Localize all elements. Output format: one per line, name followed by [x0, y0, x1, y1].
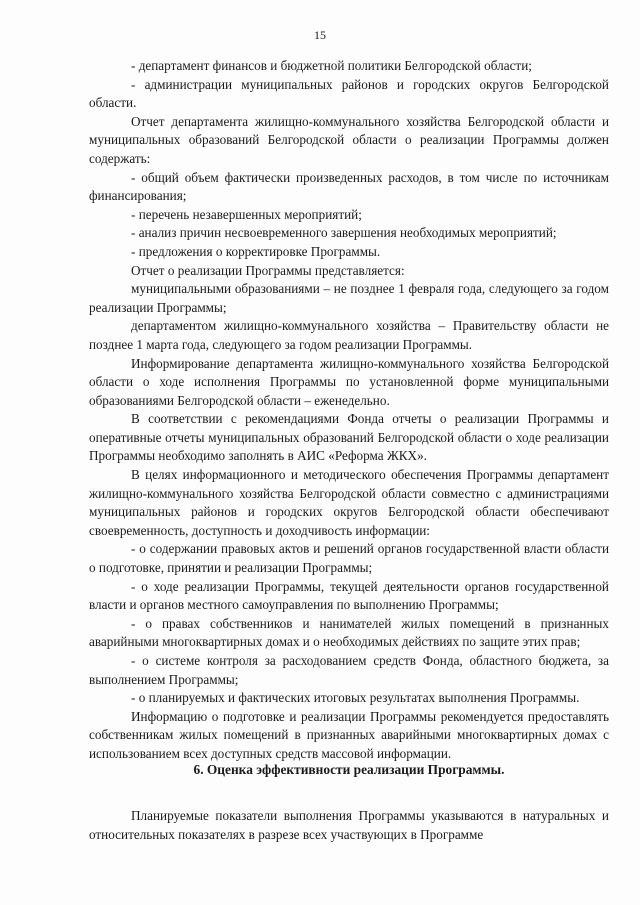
paragraph: В целях информационного и методического обеспечения Программы департамент жилищно-коммунального хозяйства Белгородской области совместно с администрациями муниципальных районов и городских округов Белгородской области обеспечивают своевременность, доступность и доходчивость информации:	[89, 467, 609, 538]
paragraph: муниципальными образованиями – не позднее 1 февраля года, следующего за годом реализации Программы;	[89, 281, 609, 315]
paragraph: Информацию о подготовке и реализации Программы рекомендуется предоставлять собственникам жилых помещений в признанных аварийными многоквартирных домах с использованием всех доступных средств массовой информации.	[89, 708, 609, 761]
paragraph: - о правах собственников и нанимателей жилых помещений в признанных аварийными многоквартирных домах и о необходимых действиях по защите этих прав;	[89, 615, 609, 650]
paragraph: - общий объем фактически произведенных расходов, в том числе по источникам финансирования;	[89, 169, 609, 204]
paragraph: Планируемые показатели выполнения Программы указываются в натуральных и относительных показателях в разрезе всех участвующих в Программе	[89, 808, 609, 842]
document-body	[89, 57, 609, 764]
paragraph: - о ходе реализации Программы, текущей деятельности органов государственной власти и органов местного самоуправления по выполнению Программы;	[89, 578, 609, 613]
section-heading: 6. Оценка эффективности реализации Программы.	[193, 762, 505, 777]
paragraph: - о системе контроля за расходованием средств Фонда, областного бюджета, за выполнением Программы;	[89, 653, 609, 687]
paragraph: Отчет о реализации Программы представляется:	[131, 262, 405, 278]
page-number: 15	[314, 28, 326, 42]
paragraph: Информирование департамента жилищно-коммунального хозяйства Белгородской области о ходе исполнения Программы по установленной форме муниципальными образованиями Белгородской области – еженедельно.	[89, 355, 609, 408]
paragraph: - о планируемых и фактических итоговых результатах выполнения Программы.	[131, 690, 580, 706]
paragraph: - о содержании правовых актов и решений органов государственной власти области о подготовке, принятии и реализации Программы;	[89, 541, 609, 576]
paragraph: - администрации муниципальных районов и городских округов Белгородской области.	[89, 76, 609, 111]
section-body	[89, 806, 609, 844]
paragraph: - департамент финансов и бюджетной политики Белгородской области;	[131, 58, 532, 73]
paragraph: департаментом жилищно-коммунального хозяйства – Правительству области не позднее 1 марта года, следующего за годом реализации Программы.	[89, 318, 609, 352]
paragraph: В соответствии с рекомендациями Фонда отчеты о реализации Программы и оперативные отчеты муниципальных образований Белгородской области о ходе реализации Программы необходимо заполнять в АИС «Реформа ЖКХ».	[89, 411, 609, 464]
paragraph: - анализ причин несвоевременного завершения необходимых мероприятий;	[131, 225, 557, 241]
paragraph: Отчет департамента жилищно-коммунального хозяйства Белгородской области и муниципальных образований Белгородской области о реализации Программы должен содержать:	[89, 113, 609, 166]
paragraph: - перечень незавершенных мероприятий;	[131, 206, 362, 222]
paragraph: - предложения о корректировке Программы.	[131, 243, 381, 259]
